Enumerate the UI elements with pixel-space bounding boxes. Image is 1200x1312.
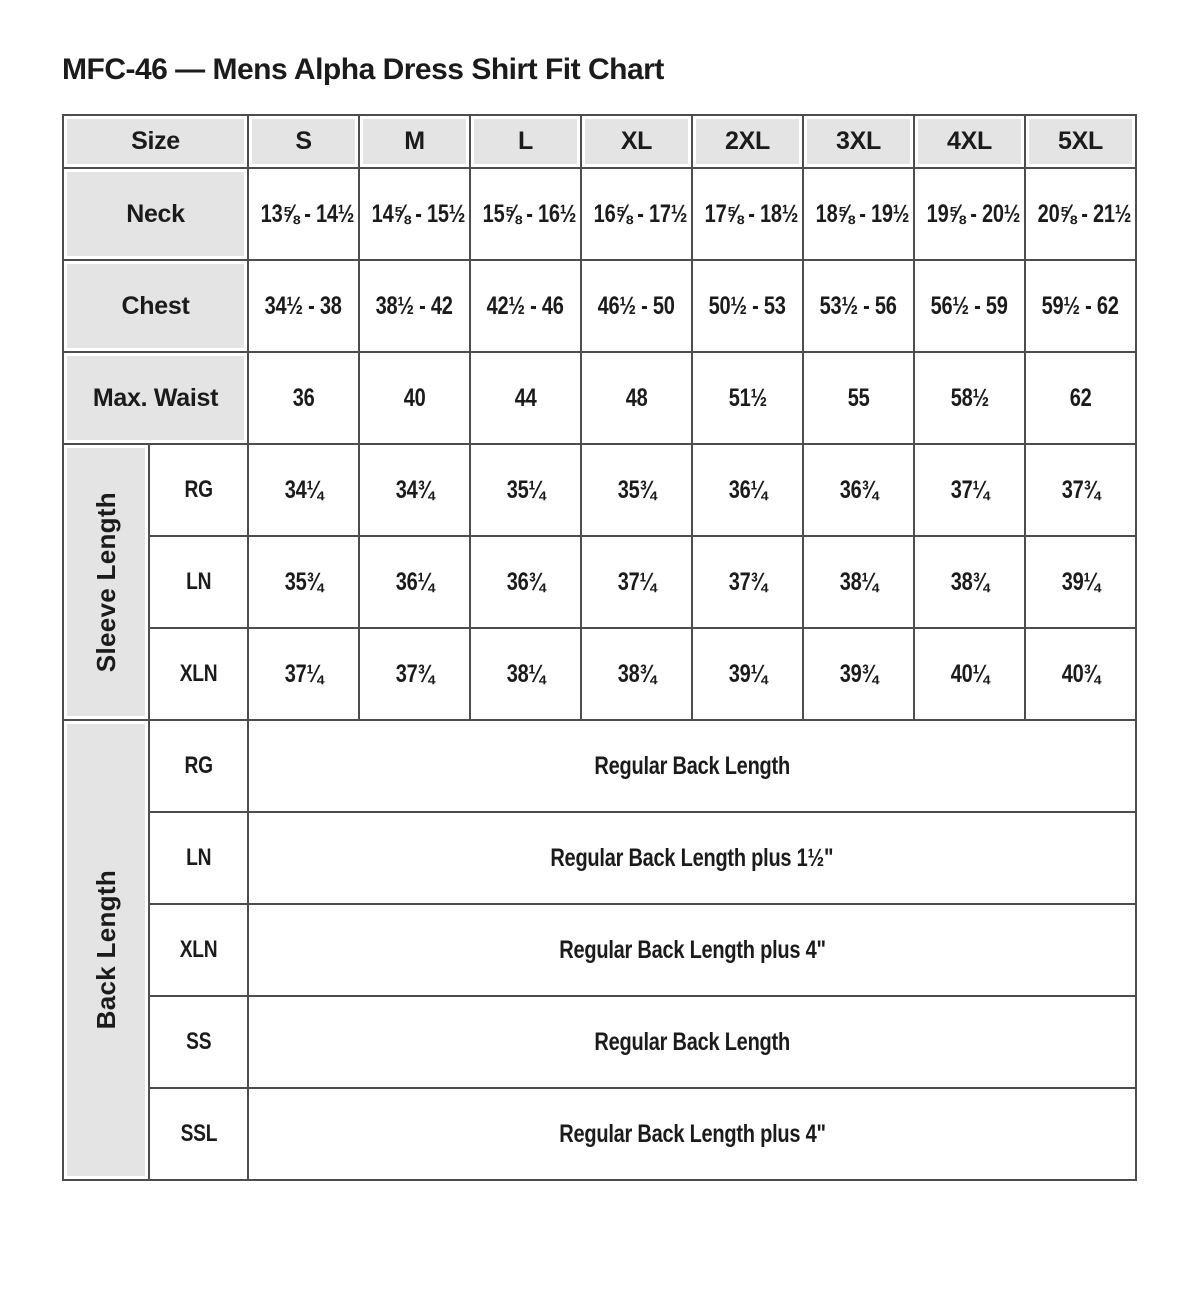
max-waist-value-cell <box>248 352 359 444</box>
sleeve-value-cell <box>359 628 470 720</box>
neck-value-cell <box>914 168 1025 260</box>
sleeve-value-cell <box>1025 444 1136 536</box>
sleeve-value: 37¾ <box>728 567 767 596</box>
row-label-neck: Neck <box>126 199 185 228</box>
sleeve-value: 39¼ <box>728 659 767 688</box>
sleeve-length-fill <box>67 448 145 716</box>
size-header-label: Size <box>131 127 180 155</box>
sleeve-value-cell <box>470 536 581 628</box>
sleeve-ln-row <box>63 536 1136 628</box>
back-code-cell <box>149 720 248 812</box>
size-col-fill <box>1029 119 1132 164</box>
size-col-header-s <box>248 115 359 168</box>
row-label-chest: Chest <box>121 291 190 320</box>
neck-value: 19⅝ - 20½ <box>926 199 1021 228</box>
max-waist-value: 48 <box>625 383 648 412</box>
max-waist-value-cell <box>359 352 470 444</box>
chest-value: 38½ - 42 <box>375 291 454 320</box>
sleeve-value-cell <box>581 628 692 720</box>
chest-value: 42½ - 46 <box>486 291 565 320</box>
max-waist-value-cell <box>692 352 803 444</box>
neck-value-cell <box>803 168 914 260</box>
back-text: Regular Back Length <box>594 751 790 780</box>
back-text-cell <box>248 812 1136 904</box>
neck-value: 15⅝ - 16½ <box>482 199 577 228</box>
back-text: Regular Back Length plus 1½" <box>550 843 834 872</box>
sleeve-value: 37¼ <box>617 567 656 596</box>
chest-value-cell <box>692 260 803 352</box>
chest-value: 56½ - 59 <box>930 291 1009 320</box>
sleeve-value-cell <box>914 444 1025 536</box>
sleeve-value: 40¾ <box>1061 659 1100 688</box>
sleeve-value-cell <box>803 628 914 720</box>
size-col-label: M <box>404 127 425 155</box>
neck-value-cell <box>470 168 581 260</box>
neck-value: 20⅝ - 21½ <box>1037 199 1132 228</box>
sleeve-code-cell <box>149 536 248 628</box>
sleeve-value: 37¼ <box>284 659 323 688</box>
size-col-label: 5XL <box>1058 127 1103 155</box>
back-code-cell <box>149 812 248 904</box>
sleeve-rg-row <box>63 444 1136 536</box>
neck-value: 16⅝ - 17½ <box>593 199 688 228</box>
max-waist-value-cell <box>914 352 1025 444</box>
back-text: Regular Back Length plus 4" <box>558 935 826 964</box>
size-col-label: 2XL <box>725 127 770 155</box>
row-label-max-waist-cell <box>63 352 248 444</box>
size-col-fill <box>696 119 799 164</box>
back-code-rg: RG <box>184 752 213 779</box>
size-col-header-l <box>470 115 581 168</box>
sleeve-value: 37¼ <box>950 475 989 504</box>
size-col-header-3xl <box>803 115 914 168</box>
sleeve-value-cell <box>359 444 470 536</box>
neck-value-cell <box>581 168 692 260</box>
sleeve-length-vertical-label: Sleeve Length <box>90 491 121 673</box>
size-header-cell <box>63 115 248 168</box>
chest-value-cell <box>1025 260 1136 352</box>
sleeve-value: 36¼ <box>395 567 434 596</box>
chest-value-cell <box>581 260 692 352</box>
back-code-ln: LN <box>185 844 212 871</box>
sleeve-code-ln: LN <box>185 568 212 595</box>
size-col-header-m <box>359 115 470 168</box>
sleeve-value: 37¾ <box>395 659 434 688</box>
back-length-vertical-label: Back Length <box>90 870 121 1030</box>
sleeve-value-cell <box>803 444 914 536</box>
back-text-cell <box>248 996 1136 1088</box>
neck-value-cell <box>248 168 359 260</box>
size-col-header-4xl <box>914 115 1025 168</box>
sleeve-value-cell <box>914 536 1025 628</box>
sleeve-length-vertical-cell <box>63 444 149 720</box>
neck-row <box>63 168 1136 260</box>
sleeve-value: 37¾ <box>1061 475 1100 504</box>
back-code-cell <box>149 904 248 996</box>
sleeve-value: 36¼ <box>728 475 767 504</box>
header-row <box>63 115 1136 168</box>
max-waist-value: 55 <box>847 383 870 412</box>
sleeve-value: 39¾ <box>839 659 878 688</box>
sleeve-value: 34¾ <box>395 475 434 504</box>
sleeve-value-cell <box>359 536 470 628</box>
sleeve-value: 38¾ <box>617 659 656 688</box>
sleeve-value-cell <box>692 536 803 628</box>
sleeve-value: 40¼ <box>950 659 989 688</box>
sleeve-value-cell <box>1025 536 1136 628</box>
chest-value-cell <box>248 260 359 352</box>
sleeve-value-cell <box>470 444 581 536</box>
sleeve-value: 35¾ <box>284 567 323 596</box>
chest-value: 34½ - 38 <box>264 291 343 320</box>
fit-chart-table <box>62 114 1137 1181</box>
sleeve-value: 34¼ <box>284 475 323 504</box>
sleeve-value-cell <box>248 628 359 720</box>
chest-value: 53½ - 56 <box>819 291 898 320</box>
row-label-neck-cell <box>63 168 248 260</box>
back-xln-row <box>63 904 1136 996</box>
sleeve-value: 36¾ <box>839 475 878 504</box>
neck-value-cell <box>692 168 803 260</box>
row-label-max-waist: Max. Waist <box>92 383 219 412</box>
row-label-chest-cell <box>63 260 248 352</box>
back-text: Regular Back Length <box>594 1027 790 1056</box>
back-code-cell <box>149 1088 248 1180</box>
neck-value: 17⅝ - 18½ <box>704 199 799 228</box>
sleeve-value-cell <box>692 444 803 536</box>
back-code-ssl: SSL <box>180 1120 217 1147</box>
size-col-label: 4XL <box>947 127 992 155</box>
sleeve-code-xln: XLN <box>179 660 218 687</box>
sleeve-value-cell <box>470 628 581 720</box>
sleeve-value: 38¾ <box>950 567 989 596</box>
size-col-fill <box>918 119 1021 164</box>
neck-value: 13⅝ - 14½ <box>260 199 355 228</box>
size-col-header-xl <box>581 115 692 168</box>
size-col-label: L <box>518 127 533 155</box>
sleeve-value: 36¾ <box>506 567 545 596</box>
sleeve-value-cell <box>581 536 692 628</box>
size-col-header-2xl <box>692 115 803 168</box>
size-col-header-5xl <box>1025 115 1136 168</box>
max-waist-value-cell <box>1025 352 1136 444</box>
back-code-ss: SS <box>185 1028 212 1055</box>
sleeve-xln-row <box>63 628 1136 720</box>
back-rg-row <box>63 720 1136 812</box>
neck-value-cell <box>1025 168 1136 260</box>
neck-value: 14⅝ - 15½ <box>371 199 466 228</box>
chest-value: 46½ - 50 <box>597 291 676 320</box>
max-waist-value-cell <box>581 352 692 444</box>
chest-value-cell <box>470 260 581 352</box>
back-code-xln: XLN <box>179 936 218 963</box>
chest-row <box>63 260 1136 352</box>
sleeve-value-cell <box>914 628 1025 720</box>
back-ln-row <box>63 812 1136 904</box>
sleeve-value-cell <box>692 628 803 720</box>
max-waist-value: 58½ <box>950 383 989 412</box>
size-col-fill <box>363 119 466 164</box>
sleeve-value-cell <box>803 536 914 628</box>
sleeve-value: 35¾ <box>617 475 656 504</box>
chest-value-cell <box>359 260 470 352</box>
size-col-fill <box>585 119 688 164</box>
back-text-cell <box>248 1088 1136 1180</box>
max-waist-value: 51½ <box>728 383 767 412</box>
chest-value: 50½ - 53 <box>708 291 787 320</box>
page-title: MFC-46 — Mens Alpha Dress Shirt Fit Chart <box>62 53 664 86</box>
sleeve-value: 35¼ <box>506 475 545 504</box>
sleeve-value: 38¼ <box>506 659 545 688</box>
sleeve-code-cell <box>149 628 248 720</box>
row-label-fill <box>67 264 244 348</box>
sleeve-value-cell <box>581 444 692 536</box>
sleeve-code-rg: RG <box>184 476 213 503</box>
neck-value-cell <box>359 168 470 260</box>
sleeve-value-cell <box>248 536 359 628</box>
neck-value: 18⅝ - 19½ <box>815 199 910 228</box>
sleeve-value: 39¼ <box>1061 567 1100 596</box>
size-col-label: S <box>295 127 312 155</box>
max-waist-value: 62 <box>1069 383 1092 412</box>
back-text-cell <box>248 904 1136 996</box>
sleeve-value-cell <box>1025 628 1136 720</box>
size-col-fill <box>252 119 355 164</box>
size-header-fill <box>67 119 244 164</box>
back-text: Regular Back Length plus 4" <box>558 1119 826 1148</box>
max-waist-row <box>63 352 1136 444</box>
size-col-label: 3XL <box>836 127 881 155</box>
back-length-vertical-cell <box>63 720 149 1180</box>
max-waist-value-cell <box>470 352 581 444</box>
chest-value-cell <box>914 260 1025 352</box>
back-ss-row <box>63 996 1136 1088</box>
chest-value-cell <box>803 260 914 352</box>
max-waist-value: 44 <box>514 383 537 412</box>
row-label-fill <box>67 172 244 256</box>
back-length-fill <box>67 724 145 1176</box>
size-col-fill <box>474 119 577 164</box>
size-col-label: XL <box>620 127 653 155</box>
back-text-cell <box>248 720 1136 812</box>
chest-value: 59½ - 62 <box>1041 291 1120 320</box>
sleeve-value-cell <box>248 444 359 536</box>
max-waist-value: 36 <box>292 383 315 412</box>
max-waist-value-cell <box>803 352 914 444</box>
max-waist-value: 40 <box>403 383 426 412</box>
sleeve-value: 38¼ <box>839 567 878 596</box>
size-col-fill <box>807 119 910 164</box>
back-code-cell <box>149 996 248 1088</box>
back-ssl-row <box>63 1088 1136 1180</box>
row-label-fill <box>67 356 244 440</box>
sleeve-code-cell <box>149 444 248 536</box>
